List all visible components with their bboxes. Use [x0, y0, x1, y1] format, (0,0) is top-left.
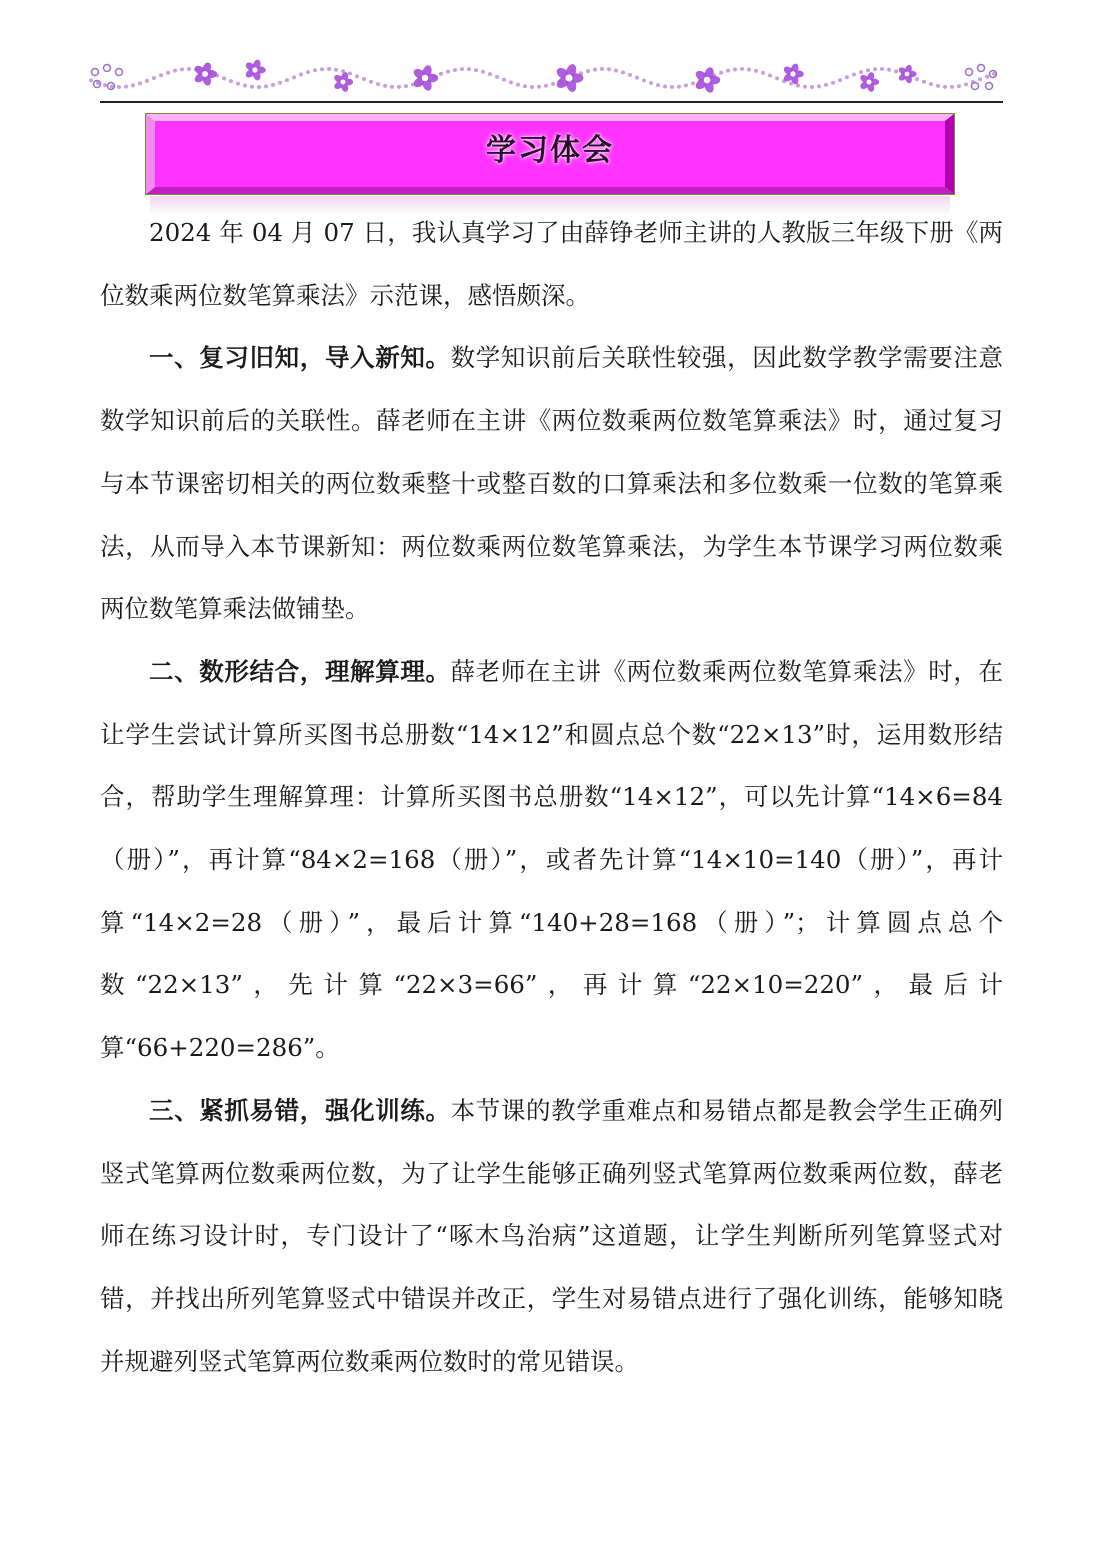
- paragraph-intro: 2024 年 04 月 07 日，我认真学习了由薛铮老师主讲的人教版三年级下册《两位数乘两位数笔算乘法》示范课，感悟颇深。: [100, 218, 1003, 310]
- header-rule: [100, 101, 1003, 103]
- flower-icon: [412, 64, 438, 92]
- paragraph-review: 一、复习旧知，导入新知。数学知识前后关联性较强，因此数学教学需要注意数学知识前后的关联性。薛老师在主讲《两位数乘两位数笔算乘法》时，通过复习与本节课密切相关的两位数乘整十或整百数的口算乘法和多位数乘一位数的笔算乘法，从而导入本节课新知：两位数乘两位数笔算乘法，为学生本节课学习两位数乘两位数笔算乘法做铺垫。: [100, 343, 1004, 624]
- title-banner: [145, 113, 955, 195]
- section-heading: 二、数形结合，理解算理。: [149, 656, 451, 686]
- flower-border-icon: [85, 52, 1003, 104]
- body-text: [100, 202, 1003, 1393]
- flower-icon: [193, 61, 217, 86]
- paragraph-visual: 二、数形结合，理解算理。薛老师在主讲《两位数乘两位数笔算乘法》时，在让学生尝试计算所买图书总册数“14×12”和圆点总个数“22×13”时，运用数形结合，帮助学生理解算理：计算所买图书总册数“14×12”，可以先计算“14×6=84（册）”，再计算“84×2=168（册）”，或者先计算“14×10=140（册）”，再计算“14×2=28（册）”，最后计算“140+28=168（册）”；计算圆点总个数“22×13”，先计算“22×3=66”，再计算“22×10=220”，最后计算“66+220=286”。: [100, 656, 1004, 1063]
- section-heading: 一、复习旧知，导入新知。: [149, 343, 451, 373]
- section-heading: 三、紧抓易错，强化训练。: [149, 1095, 451, 1125]
- paragraph-errors: 三、紧抓易错，强化训练。本节课的教学重难点和易错点都是教会学生正确列竖式笔算两位数乘两位数，为了让学生能够正确列竖式笔算两位数乘两位数，薛老师在练习设计时，专门设计了“啄木鸟治病”这道题，让学生判断所列笔算竖式对错，并找出所列笔算竖式中错误并改正，学生对易错点进行了强化训练，能够知晓并规避列竖式笔算两位数乘两位数时的常见错误。: [100, 1095, 1004, 1376]
- flower-icon: [859, 71, 879, 93]
- flower-icon: [555, 63, 584, 93]
- flower-icon: [897, 64, 916, 84]
- page-title: 学习体会: [486, 133, 614, 168]
- flower-icon: [694, 66, 720, 94]
- flower-icon: [244, 59, 266, 82]
